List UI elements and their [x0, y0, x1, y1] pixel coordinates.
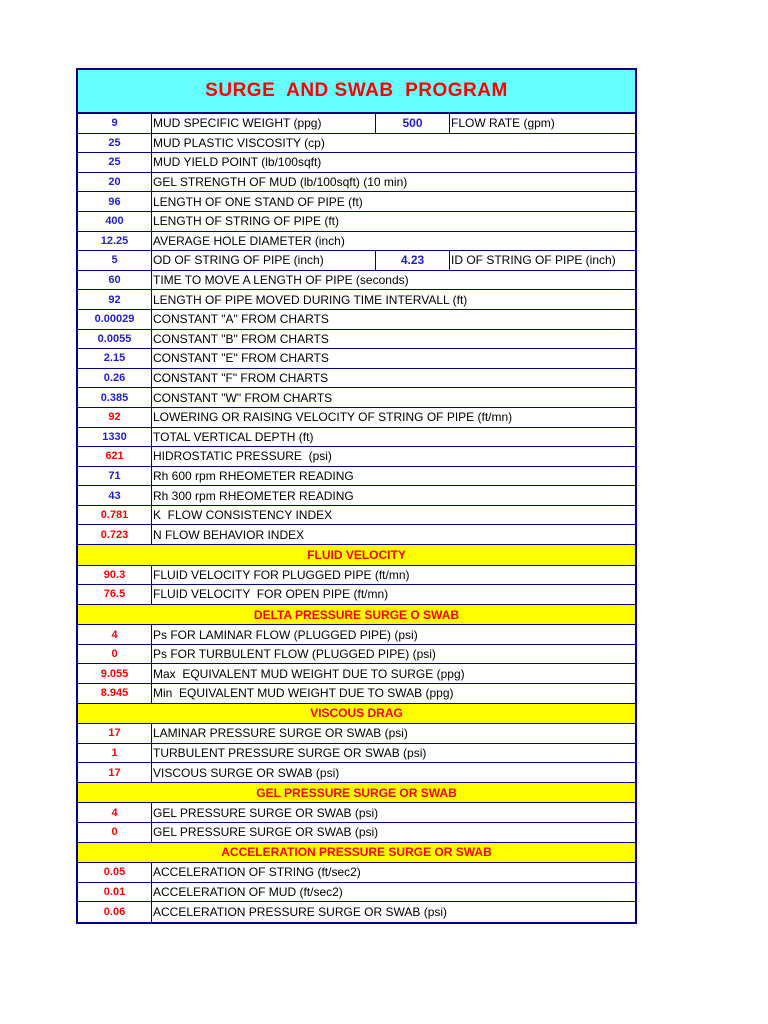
table-row	[78, 585, 635, 605]
table-row	[78, 625, 635, 645]
label-cell: Min EQUIVALENT MUD WEIGHT DUE TO SWAB (ppg)	[153, 686, 454, 701]
table-row	[78, 388, 635, 408]
table-row	[78, 883, 635, 903]
value-cell[interactable]: 17	[78, 763, 152, 782]
value-cell[interactable]: 1	[78, 744, 152, 763]
label-cell: ACCELERATION PRESSURE SURGE OR SWAB (psi)	[153, 905, 448, 920]
label-cell: OD OF STRING OF PIPE (inch)	[152, 251, 376, 270]
value-cell[interactable]: 0.781	[78, 506, 152, 525]
table-row	[78, 506, 635, 526]
value-cell[interactable]: 4	[78, 625, 152, 644]
label-cell: TOTAL VERTICAL DEPTH (ft)	[153, 429, 314, 444]
label-cell: LENGTH OF STRING OF PIPE (ft)	[153, 214, 340, 229]
value-cell[interactable]: 0.05	[78, 863, 152, 882]
input-rows	[78, 114, 635, 922]
label-cell: MUD PLASTIC VISCOSITY (cp)	[153, 135, 325, 150]
value-cell[interactable]: 0.723	[78, 525, 152, 544]
label-cell: GEL PRESSURE SURGE OR SWAB (psi)	[153, 825, 379, 840]
label-cell: MUD SPECIFIC WEIGHT (ppg)	[152, 114, 376, 133]
label-cell: TURBULENT PRESSURE SURGE OR SWAB (psi)	[153, 746, 427, 761]
table-row	[78, 525, 635, 545]
label-cell: N FLOW BEHAVIOR INDEX	[153, 527, 305, 542]
label-cell: Rh 300 rpm RHEOMETER READING	[153, 488, 354, 503]
table-row	[78, 863, 635, 883]
label-cell: ACCELERATION OF MUD (ft/sec2)	[153, 884, 343, 899]
label-cell: GEL STRENGTH OF MUD (lb/100sqft) (10 min)	[153, 175, 408, 190]
table-row	[78, 467, 635, 487]
label-cell: K FLOW CONSISTENCY INDEX	[153, 508, 333, 523]
value-cell[interactable]: 4	[78, 803, 152, 822]
table-row	[78, 744, 635, 764]
value-cell[interactable]: 0	[78, 645, 152, 664]
value-cell[interactable]: 92	[78, 290, 152, 309]
label-cell: TIME TO MOVE A LENGTH OF PIPE (seconds)	[153, 273, 409, 288]
section-header: FLUID VELOCITY	[78, 545, 635, 566]
value-cell[interactable]: 0.01	[78, 883, 152, 902]
table-row	[78, 251, 635, 271]
value-cell[interactable]: 71	[78, 467, 152, 486]
value-cell[interactable]: 9.055	[78, 664, 152, 683]
value-cell[interactable]: 17	[78, 724, 152, 743]
table-row	[78, 192, 635, 212]
table-row	[78, 330, 635, 350]
value-cell[interactable]: 96	[78, 192, 152, 211]
section-header: ACCELERATION PRESSURE SURGE OR SWAB	[78, 843, 635, 864]
label-cell: CONSTANT "A" FROM CHARTS	[153, 312, 329, 327]
table-row	[78, 349, 635, 369]
table-row	[78, 664, 635, 684]
section-header: VISCOUS DRAG	[78, 704, 635, 725]
value-cell[interactable]: 1330	[78, 428, 152, 447]
label-cell: CONSTANT "F" FROM CHARTS	[153, 371, 329, 386]
surge-swab-sheet	[76, 68, 637, 924]
label-cell: FLUID VELOCITY FOR PLUGGED PIPE (ft/mn)	[153, 567, 410, 582]
label-cell: Rh 600 rpm RHEOMETER READING	[153, 468, 354, 483]
table-row	[78, 823, 635, 843]
label-cell: AVERAGE HOLE DIAMETER (inch)	[153, 233, 345, 248]
label-cell: LENGTH OF PIPE MOVED DURING TIME INTERVALL (ft)	[153, 292, 468, 307]
label-cell: Ps FOR TURBULENT FLOW (PLUGGED PIPE) (psi)	[153, 647, 436, 662]
label-cell: LAMINAR PRESSURE SURGE OR SWAB (psi)	[153, 726, 408, 741]
label-cell: CONSTANT "E" FROM CHARTS	[153, 351, 329, 366]
value-cell[interactable]: 25	[78, 134, 152, 153]
value-cell[interactable]: 76.5	[78, 585, 152, 604]
label-cell: HIDROSTATIC PRESSURE (psi)	[153, 449, 332, 464]
section-header: GEL PRESSURE SURGE OR SWAB	[78, 783, 635, 804]
value-cell[interactable]: 92	[78, 408, 152, 427]
table-row	[78, 114, 635, 134]
table-row	[78, 486, 635, 506]
table-row	[78, 232, 635, 252]
value-cell[interactable]: 43	[78, 486, 152, 505]
value-cell[interactable]: 25	[78, 153, 152, 172]
value-cell[interactable]: 0.0055	[78, 330, 152, 349]
label-cell: CONSTANT "B" FROM CHARTS	[153, 331, 329, 346]
table-row	[78, 310, 635, 330]
value-cell[interactable]: 0.06	[78, 902, 152, 922]
value-cell[interactable]: 60	[78, 271, 152, 290]
value-cell[interactable]: 5	[78, 251, 152, 270]
table-row	[78, 271, 635, 291]
table-row	[78, 408, 635, 428]
value-cell[interactable]: 90.3	[78, 566, 152, 585]
table-row	[78, 428, 635, 448]
value-cell[interactable]: 0	[78, 823, 152, 842]
table-row	[78, 763, 635, 783]
table-row	[78, 645, 635, 665]
label-cell: Ps FOR LAMINAR FLOW (PLUGGED PIPE) (psi)	[153, 627, 418, 642]
label-cell: ACCELERATION OF STRING (ft/sec2)	[153, 865, 361, 880]
table-row	[78, 684, 635, 704]
value-cell[interactable]: 400	[78, 212, 152, 231]
table-row	[78, 447, 635, 467]
value-cell[interactable]: 0.00029	[78, 310, 152, 329]
section-header: DELTA PRESSURE SURGE O SWAB	[78, 605, 635, 626]
value-cell[interactable]: 9	[78, 114, 152, 133]
label-cell: FLUID VELOCITY FOR OPEN PIPE (ft/mn)	[153, 587, 389, 602]
table-row	[78, 173, 635, 193]
value-cell[interactable]: 20	[78, 173, 152, 192]
label-cell-secondary: ID OF STRING OF PIPE (inch)	[451, 253, 616, 268]
table-row	[78, 290, 635, 310]
value-cell[interactable]: 12.25	[78, 232, 152, 251]
label-cell: LOWERING OR RAISING VELOCITY OF STRING OF PIPE (ft/mn)	[153, 410, 513, 425]
table-row	[78, 724, 635, 744]
value-cell[interactable]: 621	[78, 447, 152, 466]
label-cell: CONSTANT "W" FROM CHARTS	[153, 390, 333, 405]
value-cell[interactable]: 8.945	[78, 684, 152, 703]
label-cell: Max EQUIVALENT MUD WEIGHT DUE TO SURGE (ppg)	[153, 666, 465, 681]
value-cell[interactable]: 2.15	[78, 349, 152, 368]
table-row	[78, 134, 635, 154]
value-cell-secondary[interactable]: 500	[376, 114, 450, 133]
table-row	[78, 212, 635, 232]
value-cell[interactable]: 0.385	[78, 388, 152, 407]
label-cell: MUD YIELD POINT (lb/100sqft)	[153, 155, 322, 170]
label-cell: VISCOUS SURGE OR SWAB (psi)	[153, 765, 340, 780]
sheet-title: SURGE AND SWAB PROGRAM	[78, 70, 635, 114]
label-cell: GEL PRESSURE SURGE OR SWAB (psi)	[153, 805, 379, 820]
table-row	[78, 369, 635, 389]
table-row	[78, 153, 635, 173]
table-row	[78, 803, 635, 823]
table-row	[78, 902, 635, 922]
label-cell: LENGTH OF ONE STAND OF PIPE (ft)	[153, 194, 363, 209]
label-cell-secondary: FLOW RATE (gpm)	[451, 116, 555, 131]
value-cell-secondary[interactable]: 4.23	[376, 251, 450, 270]
value-cell[interactable]: 0.26	[78, 369, 152, 388]
table-row	[78, 566, 635, 586]
